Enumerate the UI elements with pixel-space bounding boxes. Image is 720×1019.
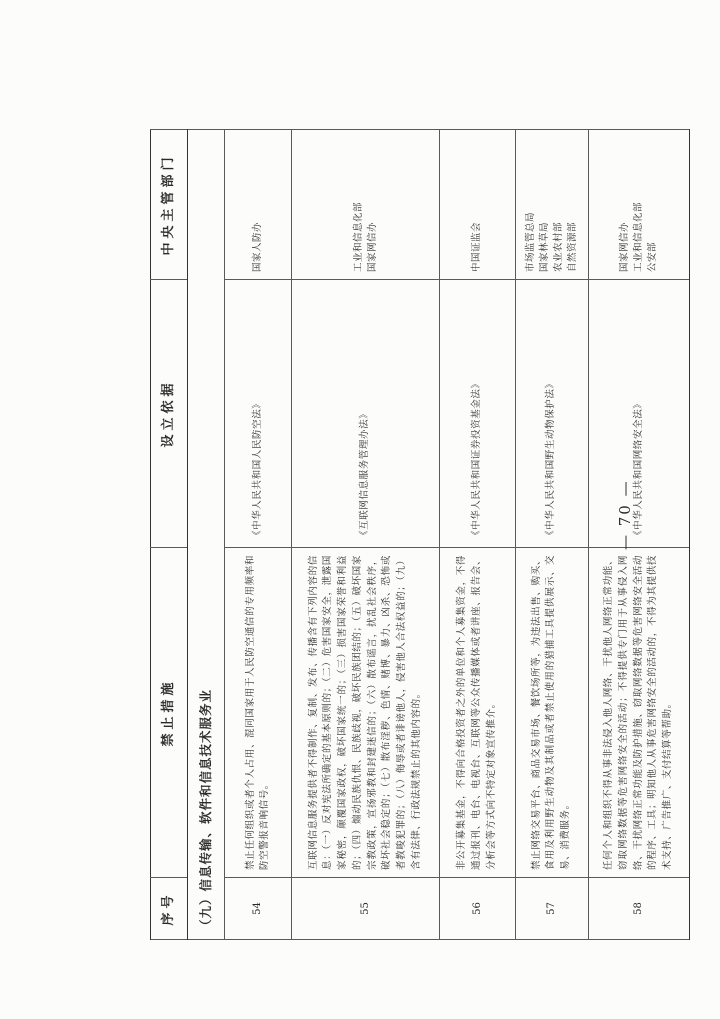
dept-name: 工业和信息化部 bbox=[633, 201, 645, 272]
row-number: 56 bbox=[440, 878, 516, 940]
header-basis: 设立依据 bbox=[151, 280, 188, 548]
dept-name: 自然资源部 bbox=[566, 221, 578, 272]
section-row bbox=[188, 130, 225, 940]
dept-name: 中国证监会 bbox=[471, 221, 483, 272]
row-number: 55 bbox=[292, 878, 440, 940]
row-dept bbox=[440, 130, 516, 280]
page-number: — 70 — bbox=[616, 479, 634, 550]
dept-name: 国家林草局 bbox=[538, 221, 550, 272]
row-dept bbox=[225, 130, 292, 280]
header-measure: 禁止措施 bbox=[151, 548, 188, 878]
table-row bbox=[440, 130, 516, 940]
row-measure: 互联网信息服务提供者不得制作、复制、发布、传播含有下列内容的信息：（一）反对宪法所确定的基本原则的；（二）危害国家安全，泄露国家秘密，颠覆国家政权，破坏国家统一的；（三）损害国家荣誉和利益的；（四）煽动民族仇恨、民族歧视，破坏民族团结的；（五）破坏国家宗教政策，宣扬邪教和封建迷信的；（六）散布谣言，扰乱社会秩序，破坏社会稳定的；（七）散布淫秽、色情、赌博、暴力、凶杀、恐怖或者教唆犯罪的；（八）侮辱或者诽谤他人，侵害他人合法权益的；（九）含有法律、行政法规禁止的其他内容的。 bbox=[292, 548, 440, 878]
row-number: 54 bbox=[225, 878, 292, 940]
row-basis: 《中华人民共和国野生动物保护法》 bbox=[515, 280, 588, 548]
header-dept: 中央主管部门 bbox=[151, 130, 188, 280]
row-dept bbox=[515, 130, 588, 280]
row-number: 58 bbox=[588, 878, 689, 940]
page-number-container bbox=[616, 470, 646, 560]
section-title: （九）信息传输、软件和信息技术服务业 bbox=[188, 130, 225, 940]
row-measure: 非公开募集基金，不得向合格投资者之外的单位和个人募集资金，不得通过报刊、电台、电视台、互联网等公众传播媒体或者讲座、报告会、分析会等方式向不特定对象宣传推介。 bbox=[440, 548, 516, 878]
dept-name: 国家网信办 bbox=[619, 221, 631, 272]
table-row bbox=[225, 130, 292, 940]
table-header-row bbox=[151, 130, 188, 940]
table-row bbox=[292, 130, 440, 940]
prohibition-table bbox=[150, 129, 690, 940]
dept-name: 工业和信息化部 bbox=[352, 201, 364, 272]
dept-name: 国家人防办 bbox=[252, 221, 264, 272]
row-basis: 《中华人民共和国网络安全法》 bbox=[588, 280, 689, 548]
row-basis: 《互联网信息服务管理办法》 bbox=[292, 280, 440, 548]
table-row bbox=[515, 130, 588, 940]
row-dept bbox=[588, 130, 689, 280]
row-measure: 禁止任何组织或者个人占用、混同国家用于人民防空通信的专用频率和防空警报音响信号。 bbox=[225, 548, 292, 878]
dept-name: 国家网信办 bbox=[366, 221, 378, 272]
row-basis: 《中华人民共和国证券投资基金法》 bbox=[440, 280, 516, 548]
dept-name: 市场监管总局 bbox=[525, 211, 537, 272]
row-measure: 任何个人和组织不得从事非法侵入他人网络、干扰他人网络正常功能、窃取网络数据等危害网络安全的活动；不得提供专门用于从事侵入网络、干扰网络正常功能及防护措施、窃取网络数据等危害网络安全活动的程序、工具；明知他人从事危害网络安全的活动的，不得为其提供技术支持、广告推广、支付结算等帮助。 bbox=[588, 548, 689, 878]
header-no: 序号 bbox=[151, 878, 188, 940]
row-dept bbox=[292, 130, 440, 280]
row-number: 57 bbox=[515, 878, 588, 940]
dept-name: 公安部 bbox=[646, 241, 658, 272]
row-measure: 禁止网络交易平台、商品交易市场、餐饮场所等，为违法出售、购买、食用及利用野生动物及其制品或者禁止使用的猎捕工具提供展示、交易、消费服务。 bbox=[515, 548, 588, 878]
rotated-table-container bbox=[150, 130, 690, 940]
row-basis: 《中华人民共和国人民防空法》 bbox=[225, 280, 292, 548]
dept-name: 农业农村部 bbox=[552, 221, 564, 272]
